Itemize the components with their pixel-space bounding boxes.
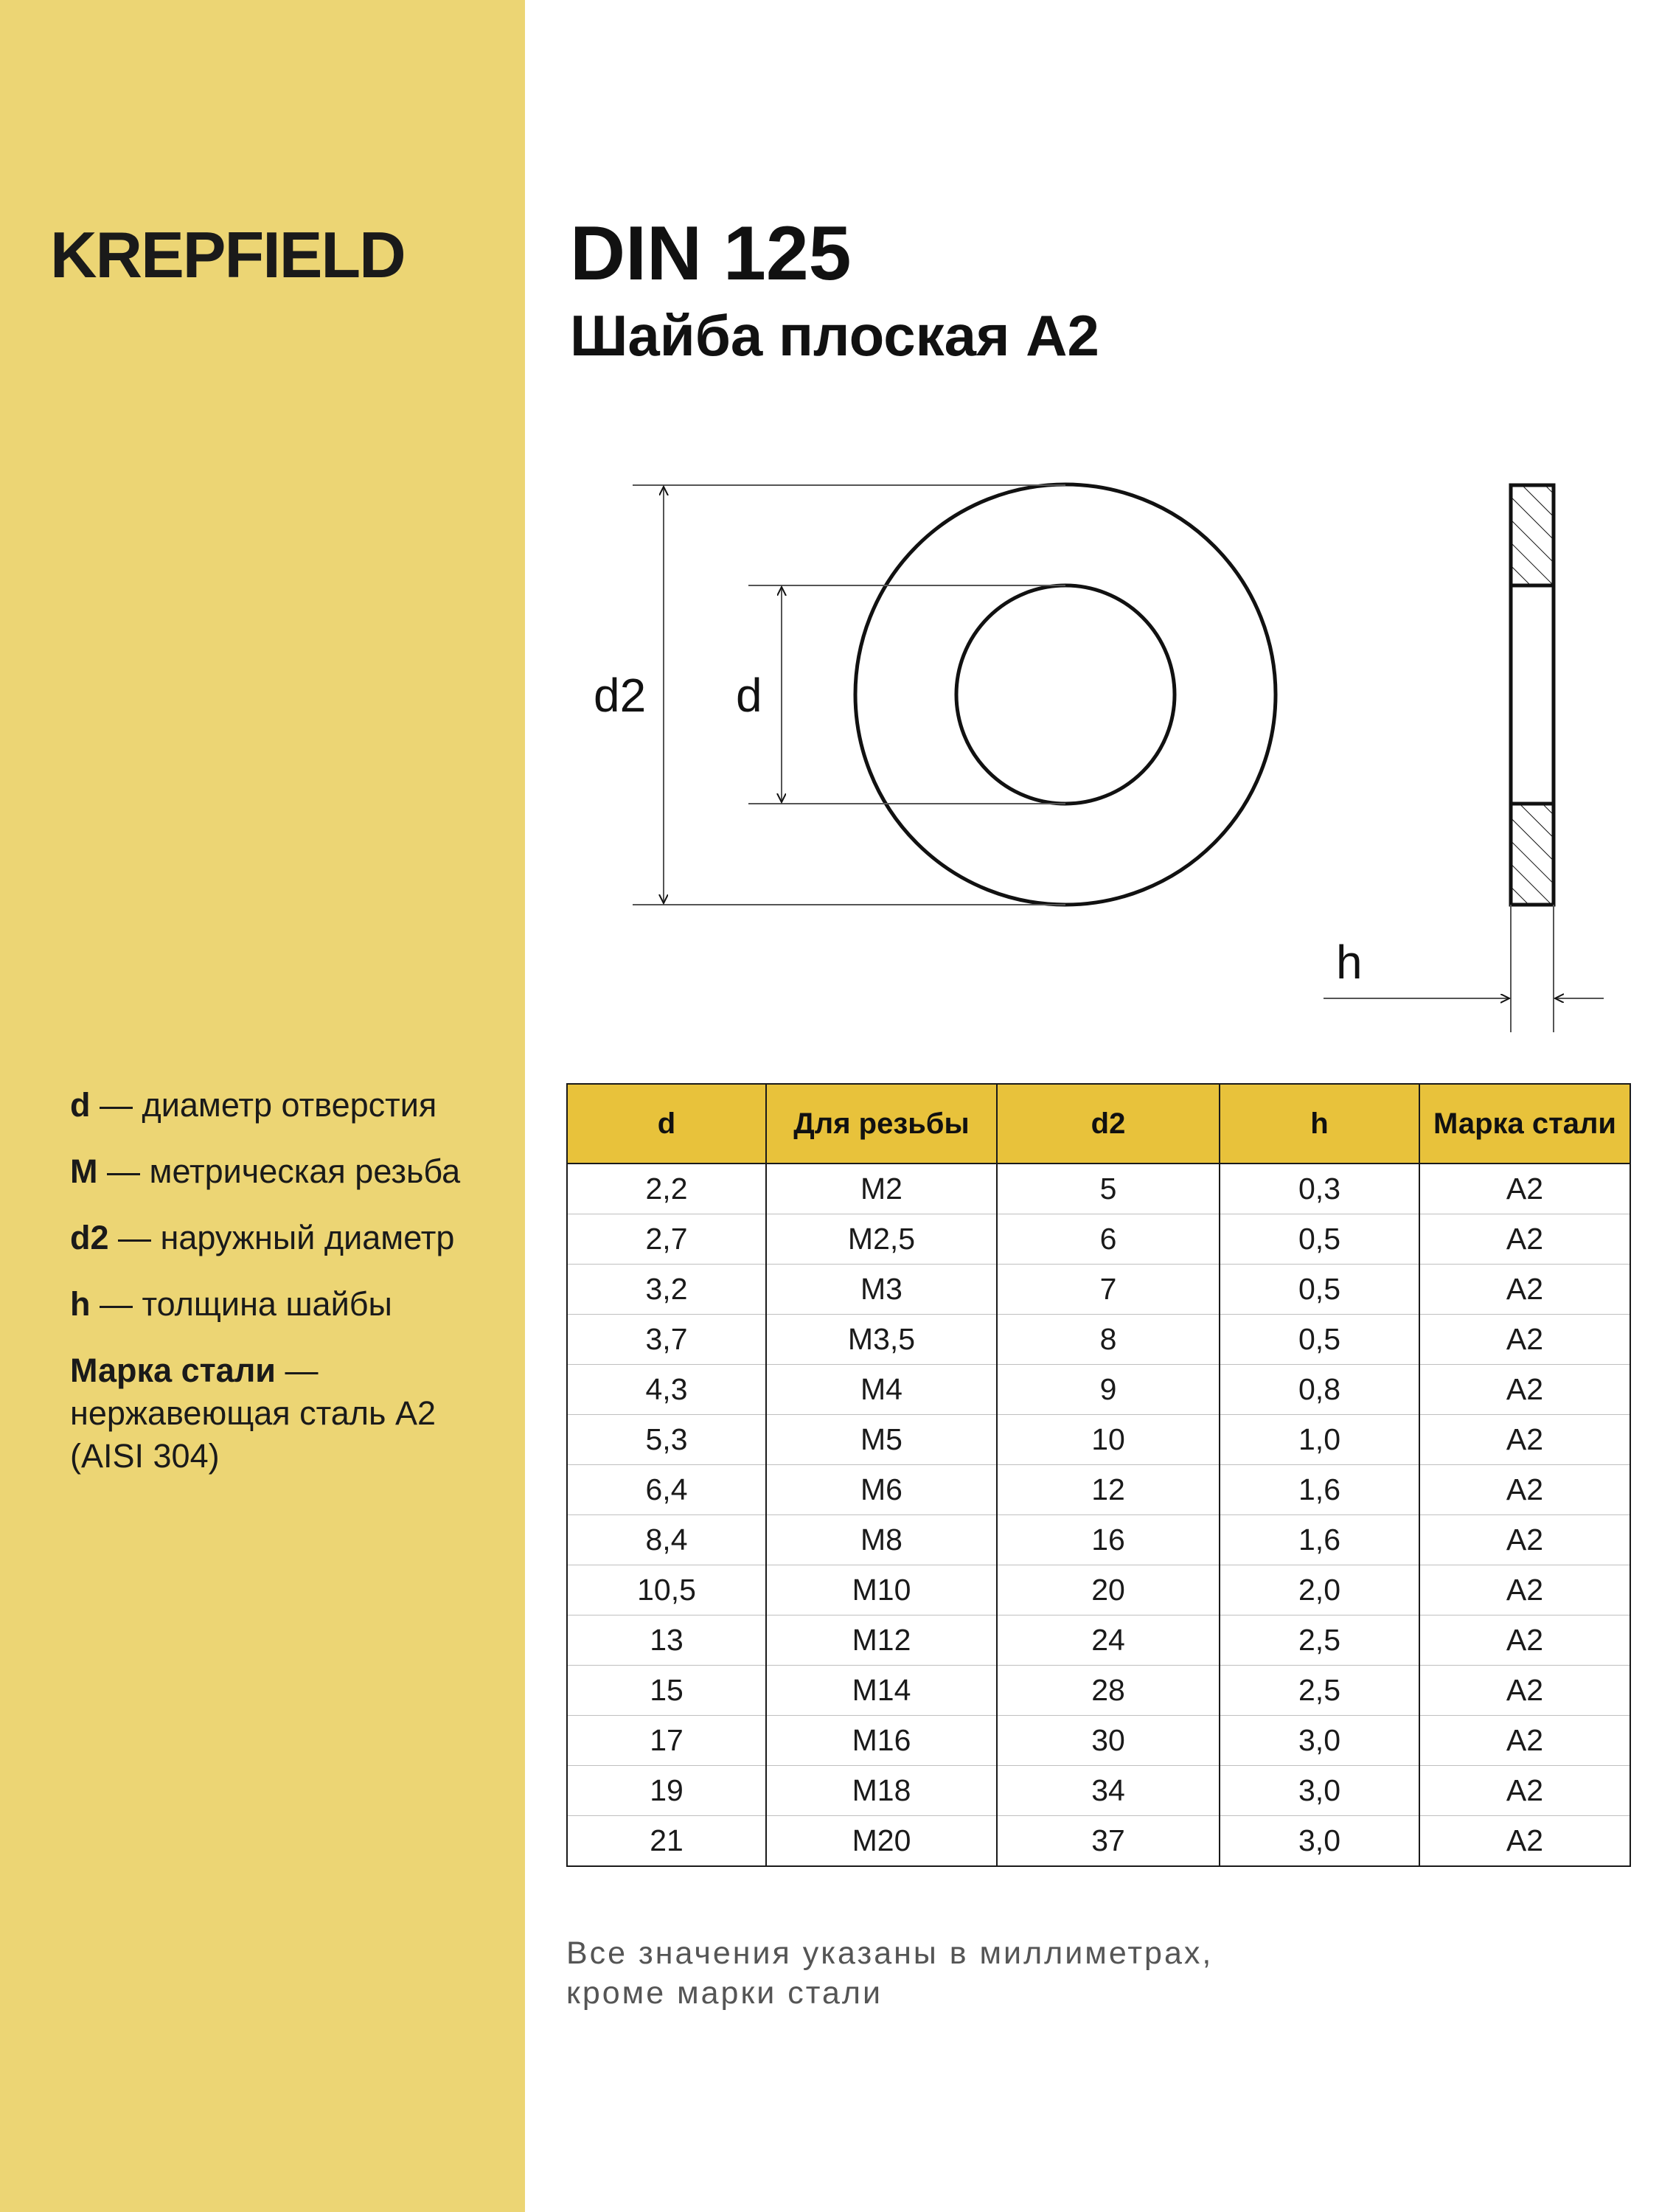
table-cell: M2,5	[766, 1214, 997, 1265]
table-row	[567, 1816, 1630, 1867]
legend-item	[70, 1217, 498, 1259]
table-row	[567, 1666, 1630, 1716]
legend-term: h	[70, 1285, 91, 1323]
table-cell: 1,6	[1220, 1515, 1419, 1565]
legend-item	[70, 1150, 498, 1193]
table-cell: A2	[1419, 1565, 1630, 1615]
legend-text: — толщина шайбы	[90, 1285, 392, 1323]
table-header-row	[567, 1084, 1630, 1164]
table-cell: 16	[997, 1515, 1220, 1565]
legend-item	[70, 1283, 498, 1326]
table-row	[567, 1365, 1630, 1415]
table-row	[567, 1415, 1630, 1465]
table-cell: M6	[766, 1465, 997, 1515]
table-cell: 1,6	[1220, 1465, 1419, 1515]
table-cell: A2	[1419, 1465, 1630, 1515]
legend-text: — диаметр отверстия	[90, 1086, 437, 1124]
table-cell: A2	[1419, 1315, 1630, 1365]
table-cell: 6,4	[567, 1465, 766, 1515]
washer-section-bottom	[1511, 804, 1554, 905]
table-cell: 0,5	[1220, 1265, 1419, 1315]
table-cell: 0,3	[1220, 1164, 1419, 1214]
table-row	[567, 1214, 1630, 1265]
legend-text: — нержавеющая сталь A2 (AISI 304)	[70, 1352, 437, 1475]
table-cell: M2	[766, 1164, 997, 1214]
table-cell: 2,5	[1220, 1666, 1419, 1716]
table-cell: 2,0	[1220, 1565, 1419, 1615]
table-cell: 1,0	[1220, 1415, 1419, 1465]
table-row	[567, 1615, 1630, 1666]
table-row	[567, 1265, 1630, 1315]
table-cell: M12	[766, 1615, 997, 1666]
spec-table	[566, 1083, 1631, 1867]
table-cell: M20	[766, 1816, 997, 1867]
table-cell: M3	[766, 1265, 997, 1315]
table-cell: 3,0	[1220, 1816, 1419, 1867]
washer-drawing	[560, 465, 1622, 1047]
table-row	[567, 1515, 1630, 1565]
table-cell: 7	[997, 1265, 1220, 1315]
table-cell: M5	[766, 1415, 997, 1465]
label-d2: d2	[594, 669, 647, 722]
table-cell: 19	[567, 1766, 766, 1816]
table-cell: A2	[1419, 1766, 1630, 1816]
table-cell: A2	[1419, 1164, 1630, 1214]
table-cell: 3,7	[567, 1315, 766, 1365]
table-cell: 5	[997, 1164, 1220, 1214]
table-cell: 34	[997, 1766, 1220, 1816]
label-h: h	[1336, 936, 1363, 989]
legend-text: — наружный диаметр	[108, 1219, 455, 1256]
table-cell: 0,5	[1220, 1214, 1419, 1265]
table-cell: 30	[997, 1716, 1220, 1766]
table-cell: A2	[1419, 1716, 1630, 1766]
table-cell: M8	[766, 1515, 997, 1565]
table-cell: 0,8	[1220, 1365, 1419, 1415]
table-cell: M3,5	[766, 1315, 997, 1365]
table-cell: 2,5	[1220, 1615, 1419, 1666]
legend	[70, 1084, 498, 1501]
washer-outer-circle	[855, 484, 1276, 905]
table-cell: M14	[766, 1666, 997, 1716]
legend-term: d2	[70, 1219, 109, 1256]
table-cell: 10	[997, 1415, 1220, 1465]
legend-item	[70, 1349, 498, 1478]
table-cell: 10,5	[567, 1565, 766, 1615]
table-cell: M18	[766, 1766, 997, 1816]
table-cell: 3,0	[1220, 1766, 1419, 1816]
washer-section-middle	[1511, 585, 1554, 804]
legend-term: M	[70, 1152, 98, 1190]
legend-term: Марка стали	[70, 1352, 276, 1389]
table-cell: 13	[567, 1615, 766, 1666]
table-cell: A2	[1419, 1265, 1630, 1315]
table-cell: M10	[766, 1565, 997, 1615]
table-cell: 12	[997, 1465, 1220, 1515]
washer-section-top	[1511, 485, 1554, 585]
table-cell: A2	[1419, 1365, 1630, 1415]
table-cell: 2,2	[567, 1164, 766, 1214]
page-subtitle: Шайба плоская А2	[570, 303, 1099, 368]
footnote-line: Все значения указаны в миллиметрах,	[566, 1935, 1214, 1971]
table-cell: 24	[997, 1615, 1220, 1666]
table-cell: 6	[997, 1214, 1220, 1265]
table-cell: A2	[1419, 1816, 1630, 1867]
column-header-d: d	[567, 1084, 766, 1164]
column-header-steel: Марка стали	[1419, 1084, 1630, 1164]
page-title: DIN 125	[570, 211, 852, 296]
table-cell: 3,2	[567, 1265, 766, 1315]
table-row	[567, 1716, 1630, 1766]
legend-item	[70, 1084, 498, 1127]
table-cell: 4,3	[567, 1365, 766, 1415]
table-cell: 0,5	[1220, 1315, 1419, 1365]
table-cell: 9	[997, 1365, 1220, 1415]
table-cell: M4	[766, 1365, 997, 1415]
label-d: d	[736, 669, 762, 722]
table-cell: A2	[1419, 1214, 1630, 1265]
table-row	[567, 1465, 1630, 1515]
table-cell: 3,0	[1220, 1716, 1419, 1766]
table-cell: 37	[997, 1816, 1220, 1867]
table-row	[567, 1766, 1630, 1816]
table-cell: 8	[997, 1315, 1220, 1365]
table-cell: 21	[567, 1816, 766, 1867]
table-row	[567, 1315, 1630, 1365]
table-body	[567, 1164, 1630, 1866]
table-cell: 8,4	[567, 1515, 766, 1565]
table-row	[567, 1565, 1630, 1615]
table-row	[567, 1164, 1630, 1214]
table-cell: A2	[1419, 1615, 1630, 1666]
legend-term: d	[70, 1086, 91, 1124]
table-cell: 15	[567, 1666, 766, 1716]
legend-text: — метрическая резьба	[97, 1152, 461, 1190]
table-cell: 20	[997, 1565, 1220, 1615]
table-cell: M16	[766, 1716, 997, 1766]
column-header-thread: Для резьбы	[766, 1084, 997, 1164]
table-cell: A2	[1419, 1666, 1630, 1716]
footnote-line: кроме марки стали	[566, 1975, 883, 2011]
footnote	[566, 1933, 1525, 2013]
column-header-d2: d2	[997, 1084, 1220, 1164]
table-cell: A2	[1419, 1415, 1630, 1465]
table-cell: 2,7	[567, 1214, 766, 1265]
washer-inner-circle	[956, 585, 1175, 804]
table-cell: 28	[997, 1666, 1220, 1716]
column-header-h: h	[1220, 1084, 1419, 1164]
table-cell: 17	[567, 1716, 766, 1766]
brand-logo: KREPFIELD	[50, 218, 405, 291]
table-cell: 5,3	[567, 1415, 766, 1465]
table-cell: A2	[1419, 1515, 1630, 1565]
